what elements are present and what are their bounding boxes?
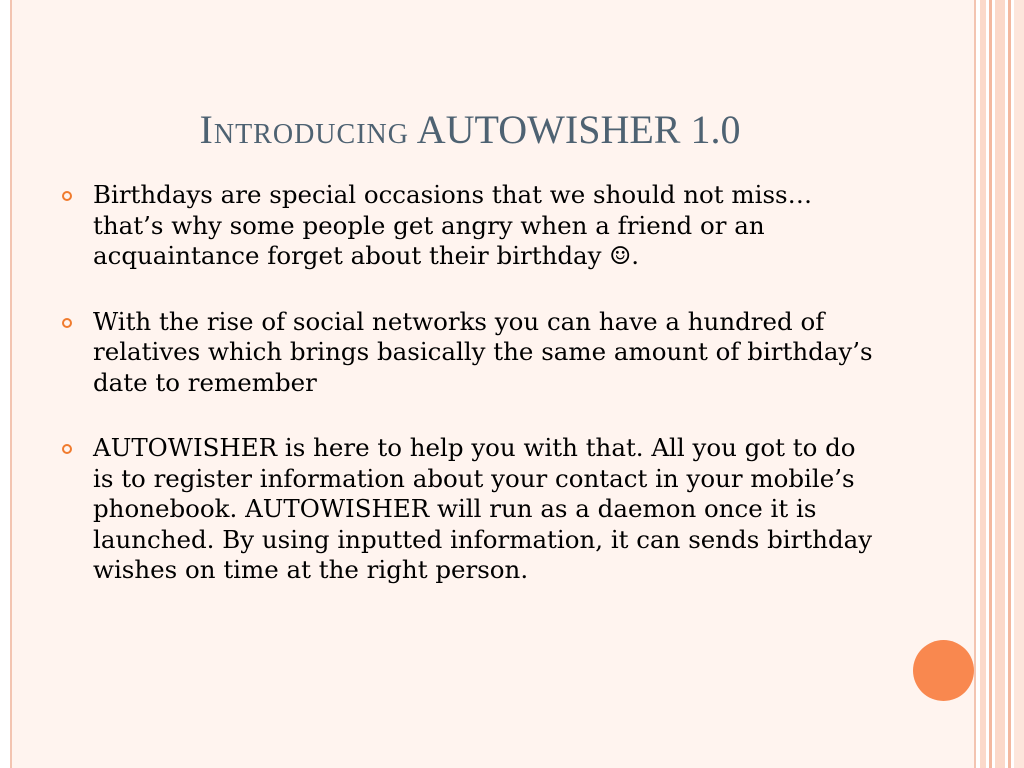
decorative-stripe — [995, 0, 1005, 768]
bullet-text: With the rise of social networks you can have a hundred of relatives which brings basically the same amount of birthday’s date to remember — [93, 306, 873, 397]
decorative-stripe — [989, 0, 992, 768]
title-prefix: Introducing — [199, 107, 409, 152]
decorative-stripe — [1008, 0, 1011, 768]
bullet-item — [62, 433, 882, 586]
bullet-list — [62, 180, 882, 621]
slide-title — [0, 104, 940, 156]
bullet-item — [62, 307, 882, 399]
bullet-item — [62, 180, 882, 272]
bullet-circle-icon — [62, 318, 72, 328]
bullet-text: Birthdays are special occasions that we should not miss…that’s why some people get angry when a friend or an acquaintance forget about their birthday ☺. — [93, 180, 813, 270]
bullet-text: AUTOWISHER is here to help you with that. All you got to do is to register information about your contact in your mobile’s phonebook. AUTOWISHER will run as a daemon once it is launched. By using inputted information, it can sends birthday wishes on time at the right person. — [93, 433, 873, 584]
decorative-stripe — [1014, 0, 1024, 768]
bullet-circle-icon — [62, 191, 72, 201]
title-main: AUTOWISHER 1.0 — [416, 107, 741, 152]
bullet-circle-icon — [62, 444, 72, 454]
decorative-stripe — [980, 0, 986, 768]
decorative-circle-icon — [913, 640, 974, 701]
